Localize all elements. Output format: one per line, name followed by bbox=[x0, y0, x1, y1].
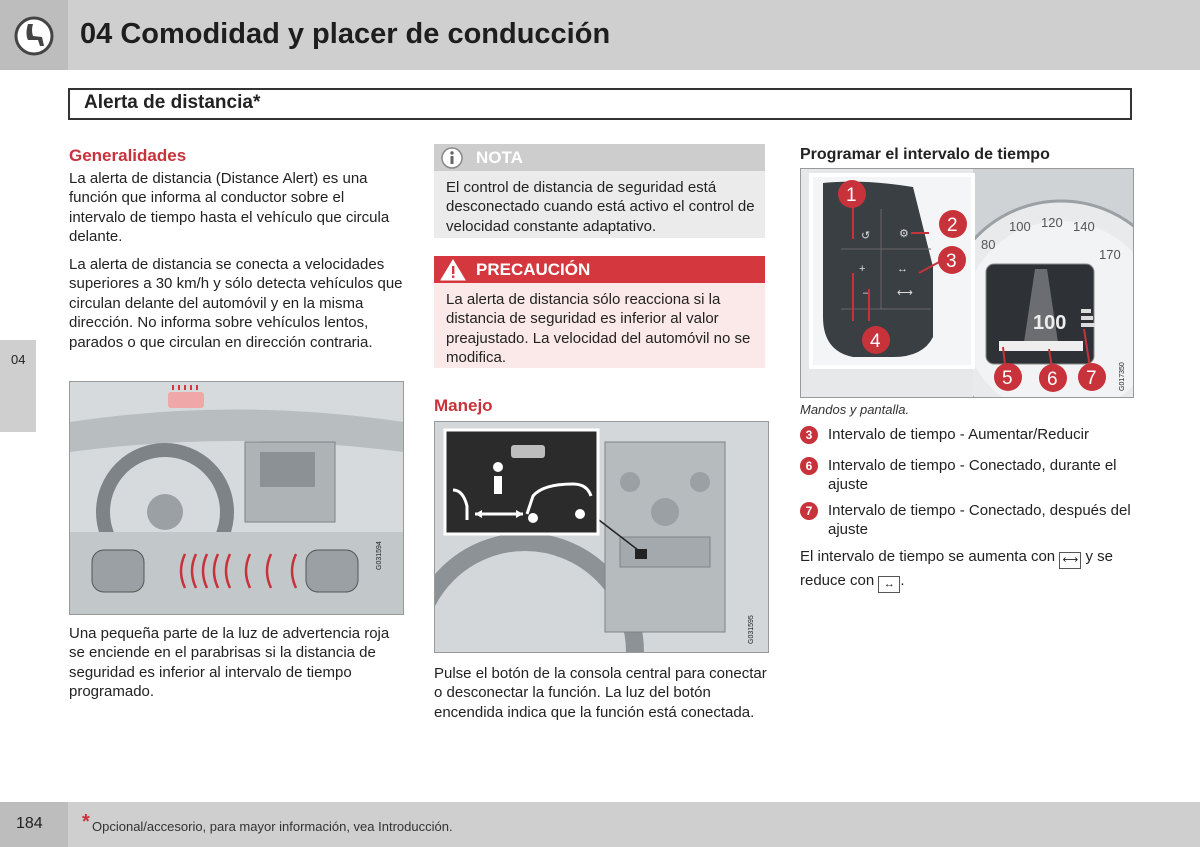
list-item-text: Intervalo de tiempo - Aumentar/Reducir bbox=[828, 426, 1089, 443]
svg-text:–: – bbox=[863, 287, 870, 299]
paragraph-interval-keys bbox=[800, 545, 1145, 593]
controls-display-illustration bbox=[801, 169, 1133, 397]
callout-number: 1 bbox=[846, 185, 857, 206]
interval-text-c: reduce con bbox=[800, 572, 875, 589]
chapter-title: 04 Comodidad y placer de conducción bbox=[80, 18, 611, 50]
heading-programar: Programar el intervalo de tiempo bbox=[800, 146, 1050, 163]
increase-key-icon: ⟷ bbox=[1059, 552, 1081, 569]
note-header bbox=[434, 144, 765, 171]
list-item-text: Intervalo de tiempo - Conectado, después del ajuste bbox=[828, 502, 1131, 539]
paragraph-intro: La alerta de distancia (Distance Alert) es una función que informa al conductor sobre el intervalo de tiempo hasta el vehículo que circula delante. bbox=[69, 170, 390, 246]
gauge-speed-label: 170 bbox=[1099, 247, 1121, 262]
callout-number: 2 bbox=[947, 215, 958, 236]
caution-header bbox=[434, 256, 765, 283]
list-item-number: 6 bbox=[800, 457, 818, 475]
svg-text:⚙: ⚙ bbox=[899, 228, 909, 240]
info-icon bbox=[440, 146, 464, 170]
svg-text:↺: ↺ bbox=[861, 230, 871, 242]
chapter-icon-box bbox=[0, 0, 68, 70]
callout-number: 6 bbox=[1047, 369, 1058, 390]
side-chapter-tab-label: 04 bbox=[11, 352, 26, 367]
footnote-text: Opcional/accesorio, para mayor información, vea Introducción. bbox=[92, 819, 453, 834]
side-chapter-tab bbox=[0, 340, 36, 432]
callout-number: 7 bbox=[1086, 368, 1097, 389]
figure-code: G031594 bbox=[376, 541, 383, 570]
gauge-speed-label: 100 bbox=[1009, 219, 1031, 234]
svg-text:⟷: ⟷ bbox=[897, 287, 913, 299]
gauge-speed-label: 140 bbox=[1073, 219, 1095, 234]
callout-number: 3 bbox=[946, 251, 957, 272]
page-number: 184 bbox=[16, 815, 43, 832]
note-box bbox=[434, 144, 765, 238]
gauge-speed-label: 80 bbox=[981, 237, 996, 252]
list-item-number: 7 bbox=[800, 502, 818, 520]
caution-text: La alerta de distancia sólo reacciona si la distancia de seguridad es inferior al valor preajustado. La velocidad del automóvil no se modifica. bbox=[446, 291, 751, 367]
list-item-number: 3 bbox=[800, 426, 818, 444]
figure-console bbox=[434, 421, 769, 653]
svg-text:↔: ↔ bbox=[897, 263, 908, 275]
caution-box bbox=[434, 256, 765, 368]
seat-icon bbox=[0, 0, 68, 70]
console-illustration bbox=[435, 422, 768, 652]
heading-generalidades: Generalidades bbox=[69, 146, 187, 165]
caution-label: PRECAUCIÓN bbox=[476, 260, 591, 279]
paragraph-console-button: Pulse el botón de la consola central para conectar o desconectar la función. La luz del botón encendida indica que la función está conectada. bbox=[434, 665, 767, 721]
section-title-box bbox=[68, 88, 1132, 120]
callout-number: 5 bbox=[1002, 368, 1013, 389]
interval-text-b: y se bbox=[1085, 548, 1114, 565]
gauge-speed-label: 120 bbox=[1041, 215, 1063, 230]
svg-text:+: + bbox=[859, 263, 866, 275]
section-title: Alerta de distancia* bbox=[84, 92, 261, 113]
list-item-text: Intervalo de tiempo - Conectado, durante el ajuste bbox=[828, 457, 1117, 494]
paragraph-warning-light: Una pequeña parte de la luz de advertencia roja se enciende en el parabrisas si la distancia de seguridad es inferior al intervalo de tiempo programado. bbox=[69, 625, 390, 701]
figure-dashboard bbox=[69, 381, 404, 615]
footnote-star: * bbox=[82, 811, 90, 833]
interval-text-d: . bbox=[900, 572, 905, 589]
callout-number: 4 bbox=[870, 331, 881, 352]
figure-controls-display bbox=[800, 168, 1134, 398]
figure-caption: Mandos y pantalla. bbox=[800, 402, 910, 417]
display-readout: 100 bbox=[1033, 312, 1067, 334]
heading-manejo: Manejo bbox=[434, 396, 493, 415]
note-label: NOTA bbox=[476, 148, 523, 167]
warning-triangle-icon bbox=[440, 258, 466, 282]
note-text: El control de distancia de seguridad está desconectado cuando está activo el control de velocidad constante adaptativo. bbox=[446, 179, 755, 235]
figure-code: G017350 bbox=[1119, 362, 1126, 391]
interval-text-a: El intervalo de tiempo se aumenta con bbox=[800, 548, 1056, 565]
decrease-key-icon: ↔ bbox=[878, 576, 900, 593]
figure-code: G031595 bbox=[748, 615, 755, 644]
dashboard-illustration bbox=[70, 382, 403, 614]
paragraph-activation: La alerta de distancia se conecta a velocidades superiores a 30 km/h y sólo detecta vehículos que circulan delante del automóvil y en la misma dirección. No informa sobre vehículos lentos, parados o que circulan en dirección contraria. bbox=[69, 256, 403, 351]
